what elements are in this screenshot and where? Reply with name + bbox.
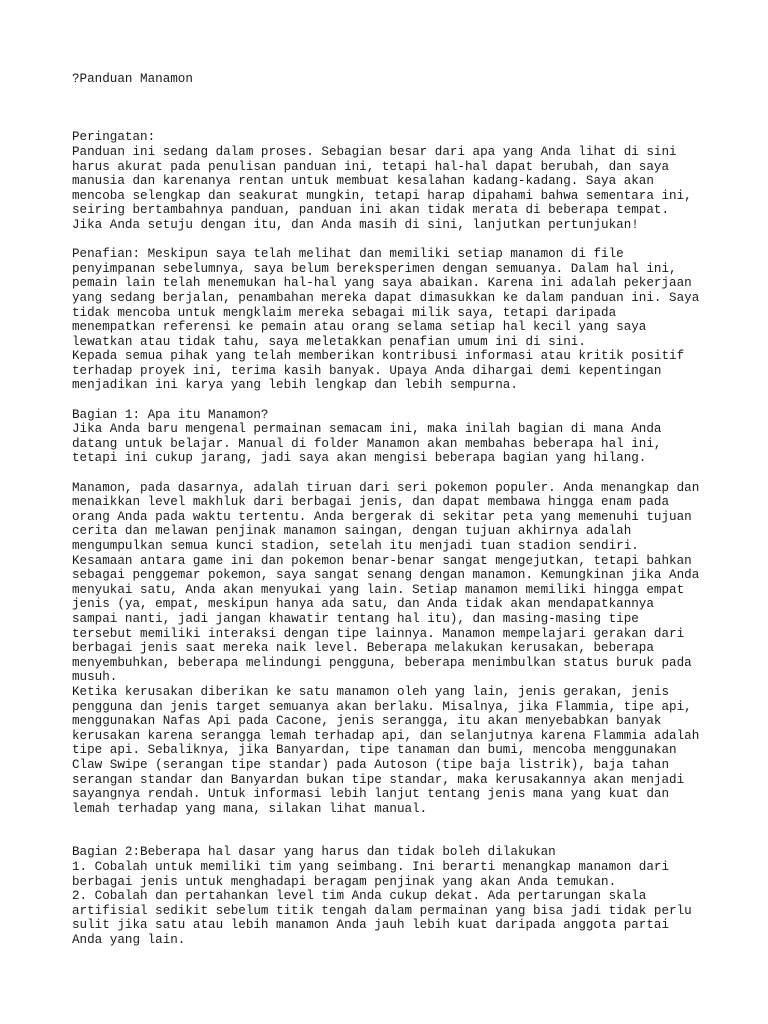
text-line: Anda yang lain. (72, 933, 186, 948)
text-line: Panduan ini sedang dalam proses. Sebagian besar dari apa yang Anda lihat di sini (72, 144, 677, 159)
spacer (72, 87, 702, 102)
text-line: 2. Cobalah dan pertahankan level tim Anda cukup dekat. Ada pertarungan skala (72, 889, 647, 904)
spacer (72, 101, 702, 116)
text-line: mengumpulkan semua kunci stadion, setelah itu menjadi tuan stadion sendiri. (72, 539, 639, 553)
spacer (72, 831, 702, 846)
text-line: pengguna dan jenis target semuanya akan berlaku. Misalnya, jika Flammia, tipe api, (72, 699, 692, 714)
document-title: ?Panduan Manamon (72, 72, 193, 86)
text-line: menaikkan level makhluk dari berbagai jenis, dan dapat membawa hingga enam pada (72, 495, 670, 510)
text-line: Manamon, pada dasarnya, adalah tiruan dari seri pokemon populer. Anda menangkap dan (72, 480, 700, 495)
text-line: harus akurat pada penulisan panduan ini, tetapi hal-hal dapat berubah, dan saya (72, 159, 670, 174)
text-line: manusia dan karenanya rentan untuk membuat kesalahan kadang-kadang. Saya akan (72, 174, 654, 189)
disclaimer-paragraph (72, 247, 702, 393)
text-line: serangan standar dan Banyardan bukan tipe standar, maka kerusakannya akan menjadi (72, 772, 685, 787)
text-line: lewatkan atau tidak tahu, saya meletakkan penafian umum ini di sini. (72, 334, 586, 349)
spacer (72, 466, 702, 481)
text-line: Kepada semua pihak yang telah memberikan kontribusi informasi atau kritik positif (72, 349, 685, 364)
text-line: tersebut memiliki interaksi dengan tipe lainnya. Manamon mempelajari gerakan dari (72, 626, 685, 641)
text-line: tidak mencoba untuk mengklaim mereka sebagai milik saya, tetapi daripada (72, 305, 617, 320)
text-line: sayangnya rendah. Untuk informasi lebih lanjut tentang jenis mana yang kuat dan (72, 787, 670, 802)
section-2-body (72, 860, 702, 948)
section-1-body (72, 481, 702, 817)
document-page (72, 72, 702, 948)
text-line: Claw Swipe (serangan tipe standar) pada Autoson (tipe baja listrik), baja tahan (72, 757, 670, 772)
text-line: Kesamaan antara game ini dan pokemon benar-benar sangat mengejutkan, tetapi bahkan (72, 553, 692, 568)
text-line: seiring bertambahnya panduan, panduan ini akan tidak merata di beberapa tempat. (72, 203, 670, 218)
text-line: pemain lain telah menemukan hal-hal yang saya abaikan. Karena ini adalah pekerjaan (72, 276, 692, 291)
text-line: menyembuhkan, beberapa melindungi pengguna, beberapa menimbulkan status buruk pada (72, 655, 692, 670)
text-line: yang sedang berjalan, penambahan mereka dapat dimasukkan ke dalam panduan ini. Saya (72, 290, 700, 305)
section-2-heading: Bagian 2:Beberapa hal dasar yang harus dan tidak boleh dilakukan (72, 845, 556, 860)
text-line: datang untuk belajar. Manual di folder Manamon akan membahas beberapa hal ini, (72, 436, 662, 451)
spacer (72, 233, 702, 248)
text-line: jenis (ya, empat, meskipun hanya ada satu, dan Anda tidak akan mendapatkannya (72, 597, 654, 612)
spacer (72, 116, 702, 131)
text-line: cerita dan melawan penjinak manamon saingan, dengan tujuan akhirnya adalah (72, 524, 632, 539)
warning-heading: Peringatan: (72, 130, 156, 145)
spacer (72, 816, 702, 831)
text-line: kerusakan karena serangga lemah terhadap api, dan selanjutnya karena Flammia adalah (72, 728, 700, 743)
text-line: tetapi ini cukup jarang, jadi saya akan mengisi beberapa bagian yang hilang. (72, 451, 647, 466)
text-line: tipe api. Sebaliknya, jika Banyardan, tipe tanaman dan bumi, mencoba menggunakan (72, 743, 677, 758)
text-line: Ketika kerusakan diberikan ke satu manamon oleh yang lain, jenis gerakan, jenis (72, 684, 670, 699)
text-line: mencoba selengkap dan seakurat mungkin, tetapi harap dipahami bahwa sementara ini, (72, 188, 692, 203)
text-line: menempatkan referensi ke pemain atau orang selama setiap hal kecil yang saya (72, 320, 647, 335)
text-line: sulit jika satu atau lebih manamon Anda jauh lebih kuat daripada anggota partai (72, 918, 670, 933)
warning-paragraph (72, 145, 702, 233)
section-1-heading: Bagian 1: Apa itu Manamon? (72, 407, 269, 422)
text-line: 1. Cobalah untuk memiliki tim yang seimbang. Ini berarti menangkap manamon dari (72, 860, 670, 875)
text-line: menyukai satu, Anda akan menyukai yang lain. Setiap manamon memiliki hingga empat (72, 582, 685, 597)
text-line: menjadikan ini karya yang lebih lengkap dan lebih sempurna. (72, 378, 518, 393)
text-line: Jika Anda setuju dengan itu, dan Anda masih di sini, lanjutkan pertunjukan! (72, 217, 639, 232)
text-line: sampai nanti, jadi jangan khawatir tentang hal itu), dan masing-masing tipe (72, 611, 639, 626)
text-line: terhadap proyek ini, terima kasih banyak. Upaya Anda dihargai demi kepentingan (72, 363, 662, 378)
text-line: artifisial sedikit sebelum titik tengah dalam permainan yang bisa jadi tidak perlu (72, 903, 692, 918)
text-line: musuh. (72, 670, 118, 685)
text-line: sebagai penggemar pokemon, saya sangat senang dengan manamon. Kemungkinan jika Anda (72, 568, 700, 583)
spacer (72, 393, 702, 408)
text-line: berbagai jenis saat mereka naik level. Beberapa melakukan kerusakan, beberapa (72, 641, 654, 656)
text-line: Jika Anda baru mengenal permainan semacam ini, maka inilah bagian di mana Anda (72, 422, 662, 437)
text-line: berbagai jenis untuk menghadapi beragam penjinak yang akan Anda temukan. (72, 874, 617, 889)
text-line: orang Anda pada waktu tertentu. Anda bergerak di sekitar peta yang memenuhi tujuan (72, 509, 692, 524)
text-line: lemah terhadap yang mana, silakan lihat manual. (72, 801, 428, 816)
text-line: Penafian: Meskipun saya telah melihat dan memiliki setiap manamon di file (72, 247, 624, 262)
text-line: penyimpanan sebelumnya, saya belum bereksperimen dengan semuanya. Dalam hal ini, (72, 261, 677, 276)
section-1-intro (72, 422, 702, 466)
text-line: menggunakan Nafas Api pada Cacone, jenis serangga, itu akan menyebabkan banyak (72, 714, 662, 729)
